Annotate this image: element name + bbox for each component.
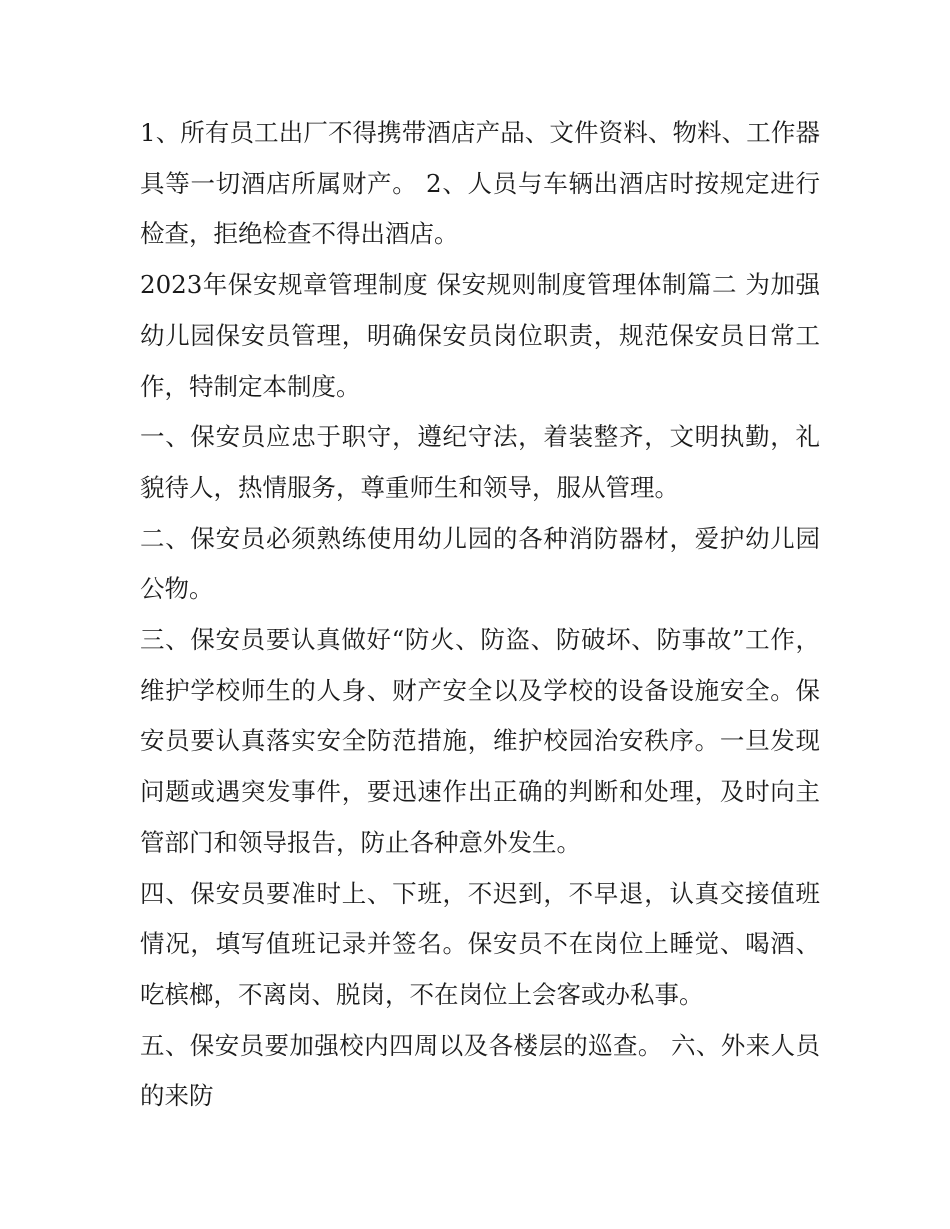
paragraph-rule-1: 一、保安员应忠于职守，遵纪守法，着装整齐，文明执勤，礼貌待人，热情服务，尊重师生和领导，服从管理。 [140,422,820,502]
paragraph-rule-3: 三、保安员要认真做好“防火、防盗、防破坏、防事故”工作，维护学校师生的人身、财产安全以及学校的设备设施安全。保安员要认真落实安全防范措施，维护校园治安秩序。一旦发现问题或遇突发事件，要迅速作出正确的判断和处理，及时向主管部门和领导报告，防止各种意外发生。 [140,625,820,857]
paragraph-rule-5-6: 五、保安员要加强校内四周以及各楼层的巡查。 六、外来人员的来防 [140,1030,820,1111]
paragraph-staff-property: 1、所有员工出厂不得携带酒店产品、文件资料、物料、工作器具等一切酒店所属财产。 2、人员与车辆出酒店时按规定进行检查，拒绝检查不得出酒店。 [140,118,820,249]
document-body [140,108,820,1122]
paragraph-intro: 2023年保安规章管理制度 保安规则制度管理体制篇二 为加强幼儿园保安员管理，明确保安员岗位职责，规范保安员日常工作，特制定本制度。 [140,270,820,401]
paragraph-rule-2: 二、保安员必须熟练使用幼儿园的各种消防器材，爱护幼儿园公物。 [140,523,820,604]
paragraph-rule-4: 四、保安员要准时上、下班，不迟到，不早退，认真交接值班情况，填写值班记录并签名。保安员不在岗位上睡觉、喝酒、吃槟榔，不离岗、脱岗，不在岗位上会客或办私事。 [140,878,820,1009]
